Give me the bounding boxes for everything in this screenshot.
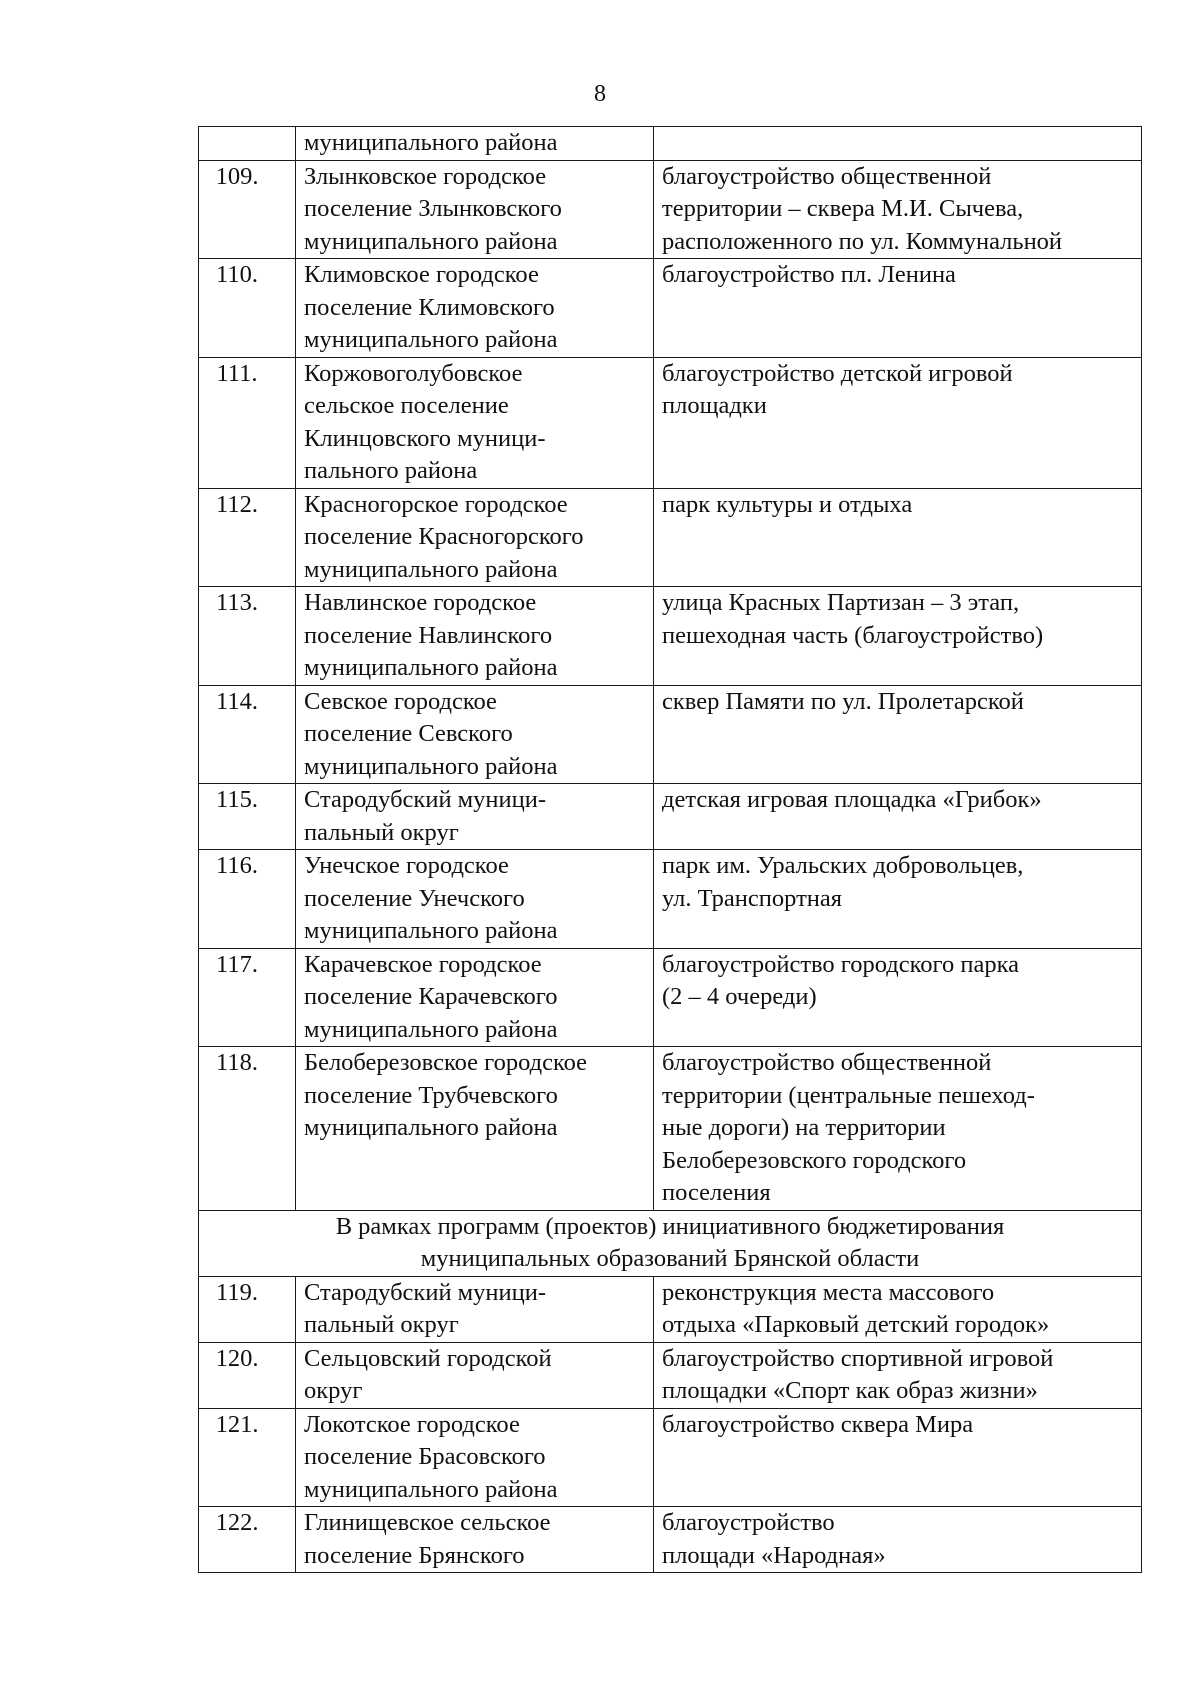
- project-cell: благоустройство городского парка (2 – 4 очереди): [654, 948, 1142, 1047]
- project-cell: сквер Памяти по ул. Пролетарской: [654, 685, 1142, 784]
- project-cell: благоустройство спортивной игровой площадки «Спорт как образ жизни»: [654, 1342, 1142, 1408]
- municipality-cell: Климовское городское поселение Климовского муниципального района: [296, 259, 654, 358]
- row-number: 121.: [199, 1408, 296, 1507]
- table-row: [199, 587, 1142, 686]
- row-number: 112.: [199, 488, 296, 587]
- municipality-cell: Красногорское городское поселение Красногорского муниципального района: [296, 488, 654, 587]
- project-cell: улица Красных Партизан – 3 этап, пешеходная часть (благоустройство): [654, 587, 1142, 686]
- row-number: 109.: [199, 160, 296, 259]
- row-number: 113.: [199, 587, 296, 686]
- municipality-cell: Стародубский муници- пальный округ: [296, 1276, 654, 1342]
- table-row: [199, 685, 1142, 784]
- table-row: [199, 357, 1142, 488]
- row-number: 118.: [199, 1047, 296, 1211]
- row-number: 114.: [199, 685, 296, 784]
- municipality-cell: муниципального района: [296, 127, 654, 161]
- row-number: 116.: [199, 850, 296, 949]
- project-cell: благоустройство общественной территории – сквера М.И. Сычева, расположенного по ул. Коммунальной: [654, 160, 1142, 259]
- table-row: [199, 127, 1142, 161]
- table-row: [199, 1047, 1142, 1211]
- table-row: [199, 488, 1142, 587]
- projects-table-body: [199, 127, 1142, 1573]
- table-row: [199, 1408, 1142, 1507]
- project-cell: благоустройство сквера Мира: [654, 1408, 1142, 1507]
- section-heading: В рамках программ (проектов) инициативного бюджетирования муниципальных образований Брянской области: [199, 1210, 1142, 1276]
- municipality-cell: Навлинское городское поселение Навлинского муниципального района: [296, 587, 654, 686]
- project-cell: парк культуры и отдыха: [654, 488, 1142, 587]
- row-number: 120.: [199, 1342, 296, 1408]
- project-cell: благоустройство пл. Ленина: [654, 259, 1142, 358]
- table-row: [199, 1342, 1142, 1408]
- table-row: [199, 948, 1142, 1047]
- table-row: [199, 784, 1142, 850]
- municipality-cell: Сельцовский городской округ: [296, 1342, 654, 1408]
- table-row: [199, 259, 1142, 358]
- project-cell: парк им. Уральских добровольцев, ул. Транспортная: [654, 850, 1142, 949]
- row-number: 111.: [199, 357, 296, 488]
- table-row: [199, 1507, 1142, 1573]
- row-number: 110.: [199, 259, 296, 358]
- row-number: 119.: [199, 1276, 296, 1342]
- municipality-cell: Севское городское поселение Севского муниципального района: [296, 685, 654, 784]
- projects-table: [198, 126, 1142, 1573]
- project-cell: благоустройство детской игровой площадки: [654, 357, 1142, 488]
- project-cell: благоустройство площади «Народная»: [654, 1507, 1142, 1573]
- project-cell: [654, 127, 1142, 161]
- municipality-cell: Карачевское городское поселение Карачевского муниципального района: [296, 948, 654, 1047]
- row-number: 117.: [199, 948, 296, 1047]
- page-number: 8: [594, 81, 606, 107]
- project-cell: реконструкция места массового отдыха «Парковый детский городок»: [654, 1276, 1142, 1342]
- municipality-cell: Злынковское городское поселение Злынковского муниципального района: [296, 160, 654, 259]
- municipality-cell: Коржовоголубовское сельское поселение Клинцовского муници- пального района: [296, 357, 654, 488]
- municipality-cell: Глинищевское сельское поселение Брянского: [296, 1507, 654, 1573]
- project-cell: благоустройство общественной территории (центральные пешеход- ные дороги) на территории Белоберезовского городского поселения: [654, 1047, 1142, 1211]
- table-row: [199, 1276, 1142, 1342]
- municipality-cell: Локотское городское поселение Брасовского муниципального района: [296, 1408, 654, 1507]
- municipality-cell: Белоберезовское городское поселение Трубчевского муниципального района: [296, 1047, 654, 1211]
- project-cell: детская игровая площадка «Грибок»: [654, 784, 1142, 850]
- row-number: 115.: [199, 784, 296, 850]
- municipality-cell: Унечское городское поселение Унечского муниципального района: [296, 850, 654, 949]
- table-row: [199, 850, 1142, 949]
- section-row: [199, 1210, 1142, 1276]
- row-number: [199, 127, 296, 161]
- row-number: 122.: [199, 1507, 296, 1573]
- table-row: [199, 160, 1142, 259]
- municipality-cell: Стародубский муници- пальный округ: [296, 784, 654, 850]
